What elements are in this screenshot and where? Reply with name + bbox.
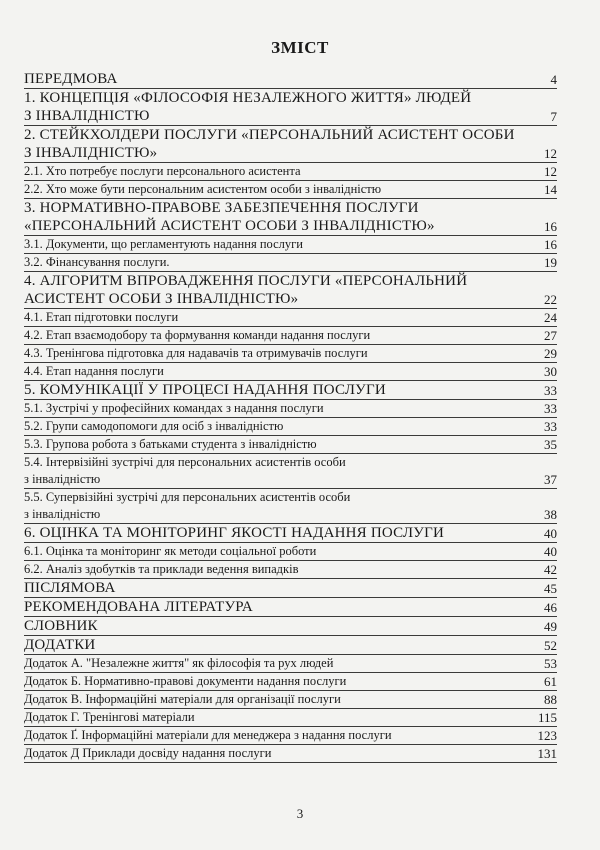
toc-entry-page: 33: [544, 401, 557, 416]
toc-entry-line: Додаток Ґ. Інформаційні матеріали для менеджера з надання послуги: [24, 728, 392, 742]
toc-entry-line: 5.2. Групи самодопомоги для осіб з інвалідністю: [24, 419, 284, 433]
toc-entry-title: [24, 598, 557, 616]
toc-entry: [24, 418, 557, 436]
toc-entry-title: [24, 655, 557, 672]
toc-entry-title: [24, 543, 557, 560]
toc-entry-line: 5.4. Інтервізійні зустрічі для персональних асистентів особи: [24, 455, 346, 469]
toc-entry-title: [24, 579, 557, 597]
toc-entry-page: 16: [544, 237, 557, 252]
toc-entry-title: [24, 181, 557, 198]
toc-entry-title: [24, 272, 557, 308]
toc-entry-title: [24, 89, 557, 125]
toc-entry-line: 4.4. Етап надання послуги: [24, 364, 164, 378]
toc-entry-page: 40: [544, 526, 557, 541]
toc-entry: [24, 199, 557, 236]
toc-entry-line: З ІНВАЛІДНІСТЮ»: [24, 145, 158, 161]
toc-entry-title: [24, 309, 557, 326]
toc-entry-line: РЕКОМЕНДОВАНА ЛІТЕРАТУРА: [24, 599, 253, 615]
toc-entry-title: [24, 363, 557, 380]
toc-entry-title: [24, 727, 557, 744]
toc-entry-line: Додаток Б. Нормативно-правові документи надання послуги: [24, 674, 347, 688]
toc-entry-title: [24, 673, 557, 690]
toc-entry-line: 3.1. Документи, що регламентують надання послуги: [24, 237, 303, 251]
toc-entry-title: [24, 327, 557, 344]
toc-entry-title: [24, 561, 557, 578]
toc-entry-page: 61: [544, 674, 557, 689]
toc-entry: [24, 89, 557, 126]
toc-entry: [24, 745, 557, 763]
toc-entry-page: 4: [550, 72, 557, 87]
toc-entry-line: 2. СТЕЙКХОЛДЕРИ ПОСЛУГИ «ПЕРСОНАЛЬНИЙ АСИСТЕНТ ОСОБИ: [24, 127, 515, 143]
toc-entry: [24, 543, 557, 561]
toc-entry-line: ДОДАТКИ: [24, 637, 96, 653]
toc-entry-line: 4.1. Етап підготовки послуги: [24, 310, 179, 324]
toc-entry-page: 12: [544, 164, 557, 179]
toc-entry-page: 46: [544, 600, 557, 615]
toc-entry-page: 33: [544, 419, 557, 434]
toc-entry-line: 4.2. Етап взаємодобору та формування команди надання послуги: [24, 328, 371, 342]
toc-entry: [24, 579, 557, 598]
toc-entry-line: 5.1. Зустрічі у професійних командах з надання послуги: [24, 401, 324, 415]
toc-entry: [24, 636, 557, 655]
toc-entry: [24, 691, 557, 709]
toc-entry-title: [24, 236, 557, 253]
toc-entry-page: 53: [544, 656, 557, 671]
toc-entry-line: 6. ОЦІНКА ТА МОНІТОРИНГ ЯКОСТІ НАДАННЯ ПОСЛУГИ: [24, 525, 444, 541]
toc-entry-line: 5.5. Супервізійні зустрічі для персональних асистентів особи: [24, 490, 351, 504]
toc-entry-title: [24, 691, 557, 708]
toc-entry: [24, 400, 557, 418]
toc-entry-title: [24, 400, 557, 417]
toc-entry: [24, 345, 557, 363]
toc-entry: [24, 561, 557, 579]
toc-entry-title: [24, 70, 557, 88]
toc-entry-line: Додаток В. Інформаційні матеріали для організації послуги: [24, 692, 341, 706]
toc-entry-line: Додаток Г. Тренінгові матеріали: [24, 710, 195, 724]
toc-entry-page: 115: [537, 710, 557, 725]
toc-entry: [24, 236, 557, 254]
toc-entry-page: 16: [544, 219, 557, 234]
toc-entry-line: ПІСЛЯМОВА: [24, 580, 116, 596]
toc-entry-page: 37: [544, 472, 557, 487]
toc-entry-page: 52: [544, 638, 557, 653]
toc-entry-title: [24, 636, 557, 654]
toc-entry-line: 2.1. Хто потребує послуги персонального асистента: [24, 164, 301, 178]
toc-entry-title: [24, 199, 557, 235]
toc-entry-title: [24, 489, 557, 523]
toc-entry-line: Додаток А. "Незалежне життя" як філософія та рух людей: [24, 656, 334, 670]
toc-entry: [24, 363, 557, 381]
toc-entry-page: 19: [544, 255, 557, 270]
toc-entry-line: з інвалідністю: [24, 507, 101, 521]
toc-entry-page: 88: [544, 692, 557, 707]
toc-entry: [24, 673, 557, 691]
toc-entry-line: АСИСТЕНТ ОСОБИ З ІНВАЛІДНІСТЮ»: [24, 291, 299, 307]
toc-entry-page: 7: [550, 109, 557, 124]
toc-entry-page: 27: [544, 328, 557, 343]
toc-entry-page: 22: [544, 292, 557, 307]
toc-entry-title: [24, 254, 557, 271]
toc-entry: [24, 655, 557, 673]
toc-entry: [24, 181, 557, 199]
toc-entry-line: Додаток Д Приклади досвіду надання послуги: [24, 746, 272, 760]
toc-entry-line: ПЕРЕДМОВА: [24, 71, 118, 87]
page-title: ЗМІСТ: [271, 38, 329, 57]
toc-entry-title: [24, 524, 557, 542]
page-number: 3: [296, 806, 304, 821]
toc-entry-page: 40: [544, 544, 557, 559]
toc-entry-line: 2.2. Хто може бути персональним асистентом особи з інвалідністю: [24, 182, 382, 196]
toc-entry-line: 6.2. Аналіз здобутків та приклади ведення випадків: [24, 562, 299, 576]
toc-entry-page: 35: [544, 437, 557, 452]
toc-entry-line: з інвалідністю: [24, 472, 101, 486]
toc-entry-page: 42: [544, 562, 557, 577]
toc-entry-line: 6.1. Оцінка та моніторинг як методи соціальної роботи: [24, 544, 317, 558]
toc-entry-title: [24, 418, 557, 435]
toc-entry: [24, 163, 557, 181]
toc-entry: [24, 272, 557, 309]
toc-entry-line: З ІНВАЛІДНІСТЮ: [24, 108, 150, 124]
toc-entry-title: [24, 345, 557, 362]
toc-entry: [24, 454, 557, 489]
table-of-contents: [24, 70, 557, 763]
toc-entry-page: 12: [544, 146, 557, 161]
toc-entry-page: 38: [544, 507, 557, 522]
toc-entry-title: [24, 745, 557, 762]
toc-entry-line: 5.3. Групова робота з батьками студента з інвалідністю: [24, 437, 317, 451]
toc-entry-title: [24, 126, 557, 162]
toc-entry: [24, 254, 557, 272]
toc-entry: [24, 327, 557, 345]
toc-entry-page: 45: [544, 581, 557, 596]
toc-entry-title: [24, 163, 557, 180]
toc-entry: [24, 617, 557, 636]
toc-entry-line: 1. КОНЦЕПЦІЯ «ФІЛОСОФІЯ НЕЗАЛЕЖНОГО ЖИТТЯ» ЛЮДЕЙ: [24, 90, 472, 106]
toc-entry-page: 29: [544, 346, 557, 361]
toc-entry-page: 24: [544, 310, 557, 325]
toc-entry: [24, 489, 557, 524]
toc-entry-title: [24, 454, 557, 488]
toc-entry: [24, 70, 557, 89]
toc-entry: [24, 727, 557, 745]
toc-entry-line: 3.2. Фінансування послуги.: [24, 255, 170, 269]
toc-entry-title: [24, 381, 557, 399]
toc-entry: [24, 598, 557, 617]
toc-entry-line: 3. НОРМАТИВНО-ПРАВОВЕ ЗАБЕЗПЕЧЕННЯ ПОСЛУГИ: [24, 200, 419, 216]
toc-entry-line: 5. КОМУНІКАЦІЇ У ПРОЦЕСІ НАДАННЯ ПОСЛУГИ: [24, 382, 386, 398]
toc-entry-page: 123: [537, 728, 557, 743]
toc-entry-page: 30: [544, 364, 557, 379]
toc-entry-line: «ПЕРСОНАЛЬНИЙ АСИСТЕНТ ОСОБИ З ІНВАЛІДНІСТЮ»: [24, 218, 435, 234]
toc-entry-page: 131: [537, 746, 557, 761]
toc-entry-page: 33: [544, 383, 557, 398]
toc-entry-title: [24, 709, 557, 726]
toc-entry-line: 4.3. Тренінгова підготовка для надавачів та отримувачів послуги: [24, 346, 368, 360]
toc-entry-title: [24, 436, 557, 453]
toc-entry: [24, 709, 557, 727]
toc-entry: [24, 309, 557, 327]
toc-entry-page: 49: [544, 619, 557, 634]
toc-entry: [24, 126, 557, 163]
toc-entry-line: СЛОВНИК: [24, 618, 98, 634]
toc-entry-title: [24, 617, 557, 635]
toc-entry: [24, 436, 557, 454]
toc-entry-line: 4. АЛГОРИТМ ВПРОВАДЖЕННЯ ПОСЛУГИ «ПЕРСОНАЛЬНИЙ: [24, 273, 468, 289]
toc-entry: [24, 381, 557, 400]
toc-entry-page: 14: [544, 182, 557, 197]
toc-entry: [24, 524, 557, 543]
